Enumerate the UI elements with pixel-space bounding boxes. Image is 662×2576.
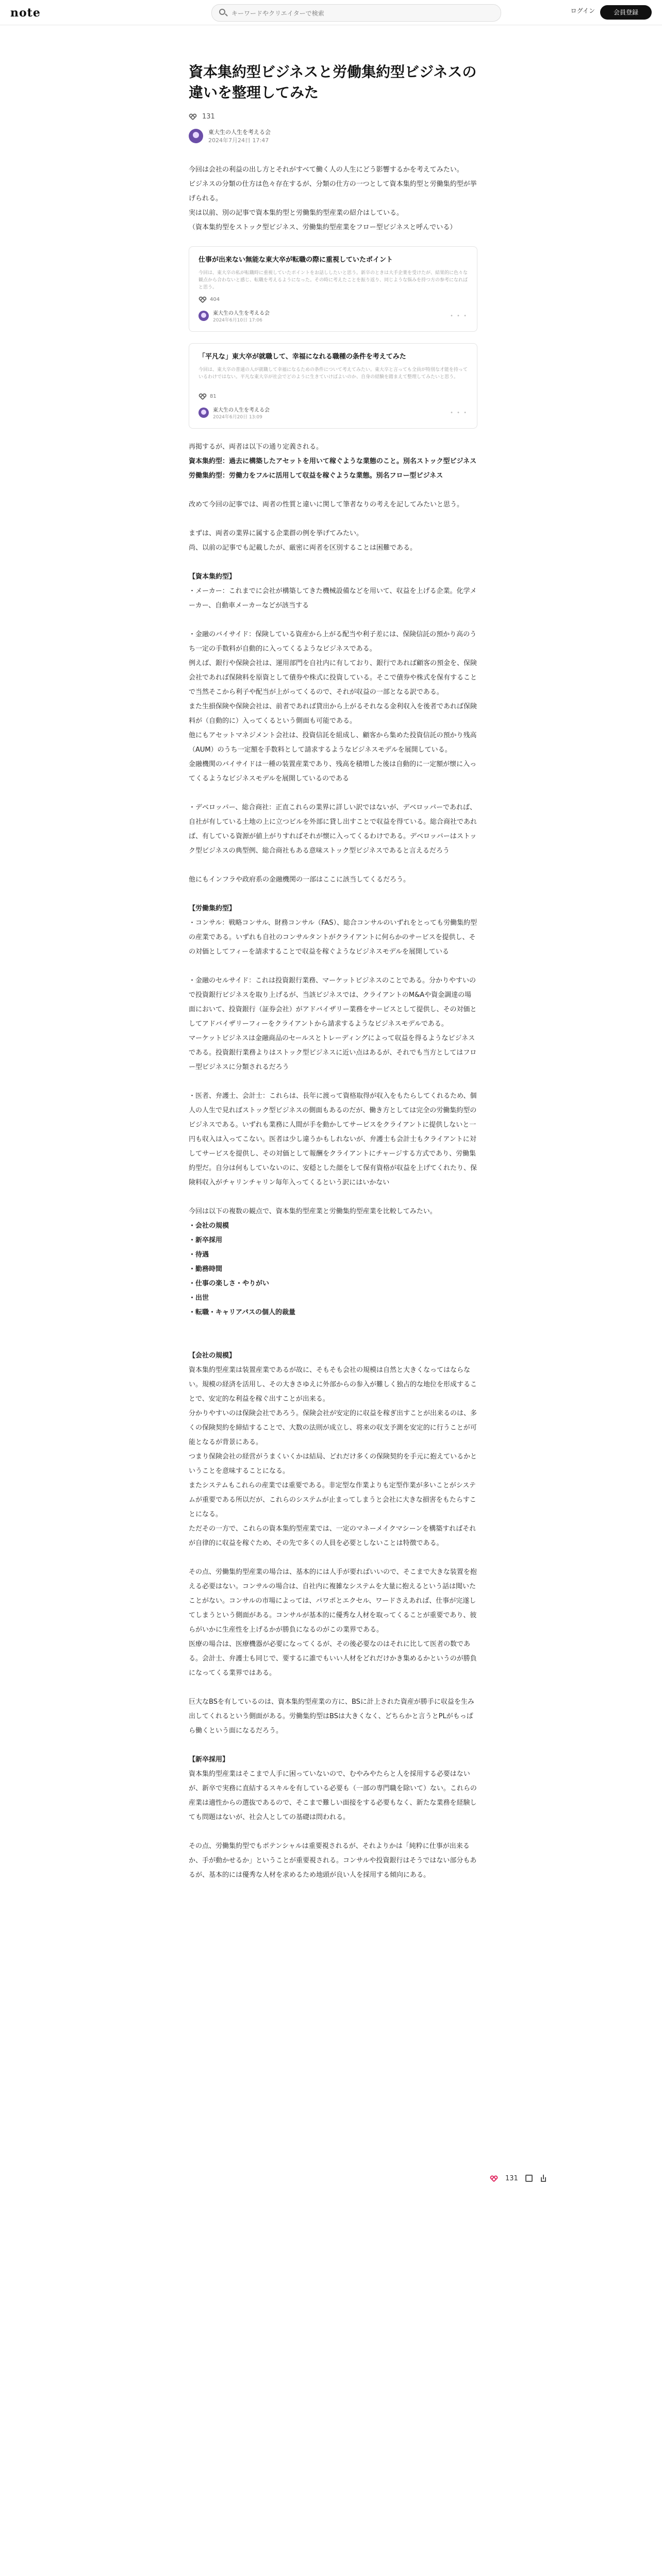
heart-icon[interactable]	[189, 112, 197, 121]
section-heading: 【新卒採用】	[189, 1756, 229, 1764]
floating-like-count: 131	[505, 2174, 518, 2182]
search-box[interactable]	[211, 4, 501, 22]
embed-author-avatar	[198, 408, 209, 418]
list-item: ・メーカー：これまでに会社が構築してきた機械設備などを用いて、収益を上げる企業。化学メーカー、自動車メーカーなどが該当する	[189, 587, 477, 609]
embed-like-count: 404	[210, 296, 220, 302]
embed-likes	[198, 392, 468, 400]
paragraph: 尚、以前の記事でも記載したが、厳密に両者を区別することは困難である。	[189, 544, 417, 552]
article-title: 資本集約型ビジネスと労働集約型ビジネスの違いを整理してみた	[189, 63, 477, 101]
paragraph: また生損保険や保険会社は、前者であれば貸出から上がるそれなる金利収入を後者であれば保険料が（自動的に）入ってくるという側面も可能である。	[189, 703, 477, 725]
more-dots-icon: • • •	[450, 313, 468, 319]
paragraph: ただその一方で、これらの資本集約型産業では、一定のマネーメイクマシーンを構築すればそれが自律的に収益を稼ぐため、その先で多くの人員を必要としないことは特徴である。	[189, 1525, 476, 1547]
article-body	[189, 62, 477, 1883]
paragraph: 金融機関のバイサイドは一種の装置産業であり、残高を積増した後は自動的に一定額が懐に入ってくるようなビジネスモデルを展開しているのである	[189, 760, 477, 783]
definition-capital: 資本集約型：過去に構築したアセットを用いて稼ぐような業態のこと。別名ストック型ビジネス	[189, 457, 477, 465]
paragraph: またシステムもこれらの産業では重要である。非定型な作業よりも定型作業が多いことがシステムが重要である所以だが、これらのシステムが止まってしまうと会社に大きな損害をもたらすことになる。	[189, 1482, 476, 1518]
compare-list-item: ・仕事の楽しさ・やりがい	[189, 1280, 270, 1287]
embed-date: 2024年6月20日 13:09	[213, 415, 262, 420]
paragraph: 巨大なBSを有しているのは、資本集約型産業の方に、BSに計上された資産が勝手に収益を生み出してくれるという側面がある。労働集約型はBSは大きくなく、どちらかと言うとPLがもっぱら働くという面になるだろう。	[189, 1698, 474, 1735]
paragraph: その点、労働集約型産業の場合は、基本的には人手が要ればいいので、そこまで大きな装置を抱える必要はない。コンサルの場合は、自社内に複雑なシステムを大量に抱えるという話は聞いたことがない。コンサルの市場によっては、パワポとエクセル、ワードさえあれば、仕事が完遂してしまうという側面がある。コンサルが基本的に優秀な人材を取ってくることが重要であり、彼らがいかに生産性を上げるかが勝負になるのがこの業界である。	[189, 1568, 477, 1634]
share-icon[interactable]	[540, 2175, 547, 2182]
heart-icon	[198, 295, 207, 303]
embed-author-row	[198, 309, 468, 323]
embed-author-row	[198, 405, 468, 420]
paragraph: 今回は以下の複数の観点で、資本集約型産業と労働集約型産業を比較してみたい。	[189, 1208, 437, 1215]
note-logo[interactable]: note	[10, 6, 41, 20]
embed-title: 仕事が出来ない無能な東大卒が転職の際に重視していたポイント	[198, 256, 393, 264]
paragraph: 資本集約型産業はそこまで人手に困っていないので、むやみやたらと人を採用する必要はないが、新卒で実務に直結するスキルを有している必要も（一部の専門職を除いて）ない。これらの産業は適性からの選抜であるので、そこまで難しい面接をする必要もなく、新たな業務を経験しても問題はないが、社会人としての基礎は問われる。	[189, 1770, 477, 1821]
list-item: ・医者、弁護士、会計士：これらは、長年に渡って資格取得が収入をもたらしてくれるため、個人の人生で見ればストック型ビジネスの側面もあるのだが、働き方としては完全の労働集約型のビジネスである。いずれも業務に人間が手を動かしてサービスをクライアントに提供しないと一円も収入は入ってこない。医者は少し違うかもしれないが、弁護士も会計士もクライアントに対してサービスを提供し、その対価として報酬をクライアントにチャージする方式であり、労働集約型だ。自分は何もしていないのに、安穏とした顔をして保有資格が収益を上げてくれたり、保険料収入がチャリンチャリン毎年入ってくるという訳にはいかない	[189, 1092, 477, 1187]
heart-icon	[198, 392, 207, 400]
paragraph: マーケットビジネスは金融商品のセールスとトレーディングによって収益を得るようなビジネスである。投資銀行業務よりはストック型ビジネスに近い点はあるが、それでも当方としてはフロー型ビジネスに分類されるだろう	[189, 1035, 477, 1071]
paragraph: まずは、両者の業界に属する企業群の例を挙げてみたい。	[189, 530, 363, 537]
section-heading: 【労働集約型】	[189, 905, 236, 912]
login-link[interactable]: ログイン	[570, 7, 595, 14]
like-count: 131	[202, 112, 215, 121]
author-row	[189, 128, 477, 144]
list-item: ・金融のバイサイド：保険している資産から上がる配当や利子差には、保険信託の預かり高のうち一定の手数料が自動的に入ってくるようなビジネスである。	[189, 631, 477, 653]
bookmark-icon[interactable]	[525, 2175, 533, 2182]
embed-likes	[198, 295, 468, 303]
embed-author-avatar	[198, 311, 209, 321]
paragraph: 例えば、銀行や保険会社は、運用部門を自社内に有しており、銀行であれば顧客の預金を、保険会社であれば保険料を原資として債券や株式に投資している。そこで債券や株式を保有することで当然そこから利子や配当が上がってくるので、それが収益の一部となる訳である。	[189, 659, 477, 696]
paragraph: つまり保険会社の経営がうまくいくかは結局、どれだけ多くの保険契約を手元に抱えているかということを意味することになる。	[189, 1453, 477, 1475]
embed-author-name: 東大生の人生を考える会	[213, 408, 270, 413]
embed-like-count: 81	[210, 393, 217, 399]
search-input[interactable]	[230, 8, 490, 19]
section-heading: 【資本集約型】	[189, 573, 236, 581]
compare-list-item: ・出世	[189, 1294, 209, 1302]
floating-action-bar	[490, 2174, 547, 2182]
top-navigation-bar	[0, 0, 662, 25]
compare-list-item: ・待遇	[189, 1251, 209, 1259]
paragraph: 他にもアセットマネジメント会社は、投資信託を組成し、顧客から集めた投資信託の預かり残高（AUM）のうち一定額を手数料として請求するようなビジネスモデルを展開している。	[189, 732, 477, 754]
paragraph: 実は以前、別の記事で資本集約型と労働集約型産業の紹介はしている。	[189, 209, 404, 217]
section-heading: 【会社の規模】	[189, 1352, 236, 1360]
paragraph: 再掲するが、両者は以下の通り定義される。	[189, 443, 323, 451]
publish-date: 2024年7月24日 17:47	[208, 137, 269, 144]
embed-date: 2024年6月10日 17:06	[213, 318, 262, 323]
definition-labor: 労働集約型：労働力をフルに活用して収益を稼ぐような業態。別名フロー型ビジネス	[189, 472, 443, 480]
paragraph: 資本集約型産業は装置産業であるが故に、そもそも会社の規模は自然と大きくなってはならない。規模の経済を活用し、その大きさゆえに外部からの参入が難しく独占的な地位を形成することで、安定的な利益を稼ぐ出すことが出来る。	[189, 1366, 477, 1403]
compare-list-item: ・勤務時間	[189, 1265, 223, 1273]
list-item: ・コンサル：戦略コンサル、財務コンサル（FAS）、総合コンサルのいずれをとっても労働集約型の産業である。いずれも自社のコンサルタントがクライアントに何らかのサービスを提供し、その対価としてフィーを請求することで収益を稼ぐようなビジネスモデルを展開している	[189, 919, 477, 956]
paragraph: その点、労働集約型でもポテンシャルは重要視されるが、それよりかは「純粋に仕事が出来るか、手が動かせるか」ということが重要視される。コンサルや投資銀行はそうではない部分もあるが、基本的には優秀な人材を求めるため地頭が良い人を採用する傾向にある。	[189, 1842, 477, 1879]
list-item: ・金融のセルサイド：これは投資銀行業務、マーケットビジネスのことである。分かりやすいので投資銀行ビジネスを取り上げるが、当該ビジネスでは、クライアントのM&Aや資金調達の場面において、投資銀行（証券会社）がアドバイザリー業務をサービスとして提供し、その対価としてアドバイザリーフィーをクライアントから請求するようなビジネスモデルである。	[189, 977, 477, 1028]
paragraph: （資本集約型をストック型ビジネス、労働集約型産業をフロー型ビジネスと呼んでいる）	[189, 224, 457, 231]
paragraph: 他にもインフラや政府系の金融機関の一部はここに該当してくるだろう。	[189, 876, 410, 884]
embed-snippet: 今回は、東大卒の私が転職時に重視していたポイントをお話ししたいと思う。新卒のときは大手企業を受けたが、結果的に色々な観点から合わないと感じ、転職を考えるようになった。その時に考えたことを振り返り、同じような悩みを持つ方の参考になればと思う。	[198, 270, 468, 290]
paragraph: ビジネスの分類の仕方は色々存在するが、分類の仕方の一つとして資本集約型と労働集約型が挙げられる。	[189, 180, 477, 202]
search-icon	[219, 9, 225, 15]
author-avatar[interactable]	[189, 129, 203, 143]
embedded-article-card[interactable]	[189, 246, 477, 332]
like-row	[189, 112, 477, 121]
embed-title: 「平凡な」東大卒が就職して、幸福になれる職種の条件を考えてみた	[198, 353, 406, 361]
list-item: ・デベロッパー、総合商社：正直これらの業界に詳しい訳ではないが、デベロッパーであれば、自社が有している土地の上に立つビルを外部に貸し出すことで収益を得ている。総合商社であれば、有している資源が値上がりすればそれが懐に入ってくるわけである。デベロッパーはストック型ビジネスの典型例、総合商社もある意味ストック型ビジネスであると言えるだろう	[189, 804, 477, 855]
embedded-article-card[interactable]	[189, 343, 477, 429]
paragraph: 医療の場合は、医療機器が必要になってくるが、その後必要なのはそれに比して医者の数である。会計士、弁護士も同じで、要するに誰でもいい人材をどれだけかき集めるかというのが勝負になってくる業界ではある。	[189, 1640, 477, 1677]
author-name[interactable]: 東大生の人生を考える会	[208, 129, 271, 135]
compare-list-item: ・転職・キャリアパスの個人的裁量	[189, 1309, 295, 1316]
paragraph: 改めて今回の記事では、両者の性質と違いに関して筆者なりの考えを記してみたいと思う。	[189, 501, 464, 509]
more-dots-icon: • • •	[450, 410, 468, 416]
compare-list-item: ・会社の規模	[189, 1222, 229, 1230]
embed-snippet: 今回は、東大卒の普通の人が就職して幸福になるための条件について考えてみたい。東大卒と言っても全員が特別な才能を持っているわけではない。平凡な東大卒が社会でどのように生きていけばよいのか、自身の経験を踏まえて整理してみたいと思う。	[198, 367, 468, 380]
paragraph: 今回は会社の利益の出し方とそれがすべて働く人の人生にどう影響するかを考えてみたい。	[189, 166, 464, 174]
heart-icon[interactable]	[490, 2174, 498, 2182]
compare-list-item: ・新卒採用	[189, 1236, 223, 1244]
paragraph: 分かりやすいのは保険会社であろう。保険会社が安定的に収益を稼ぎ出すことが出来るのは、多くの保険契約を締結することで、大数の法則が成立し、将来の収支予測を安定的に行うことが可能となるが背景にある。	[189, 1410, 477, 1446]
embed-author-name: 東大生の人生を考える会	[213, 311, 270, 316]
signup-button[interactable]: 会員登録	[600, 5, 652, 20]
